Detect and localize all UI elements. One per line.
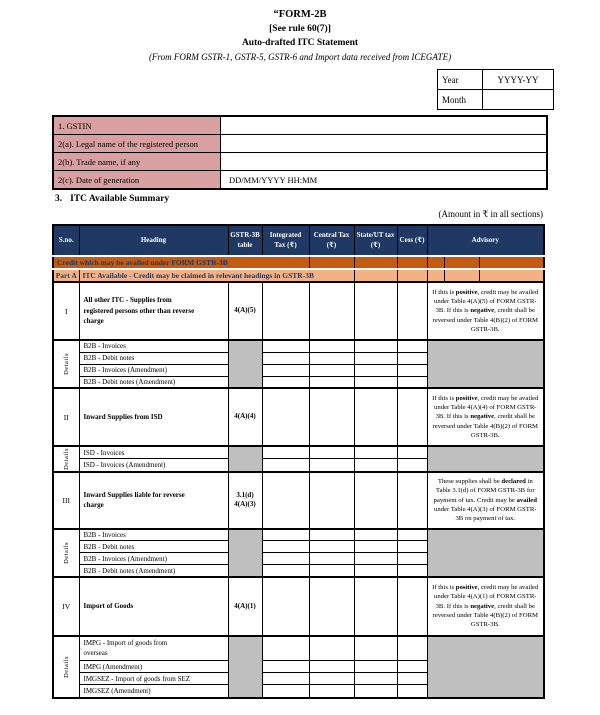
detail-tax-cell — [354, 340, 397, 352]
registration-table — [52, 115, 548, 190]
advisory-segment: , credit shall be reversed under Table 4(B)(2) of FORM GSTR-3B. — [432, 602, 538, 629]
month-value — [483, 90, 554, 110]
detail-tax-cell — [354, 673, 397, 685]
detail-tax-cell — [262, 352, 309, 364]
detail-tax-cell — [397, 553, 427, 565]
section-row-2 — [53, 388, 544, 446]
advisory-segment: , credit shall be reversed under Table 4(B)(2) of FORM GSTR-3B. — [432, 307, 538, 334]
advisory-segment: negative — [470, 307, 495, 315]
detail-tax-cell — [397, 661, 427, 673]
tax-cell-central — [309, 282, 354, 340]
detail-tax-cell — [354, 565, 397, 577]
detail-row — [53, 340, 544, 352]
advisory-segment: negative — [470, 602, 495, 610]
detail-tax-cell — [262, 553, 309, 565]
detail-tax-cell — [262, 565, 309, 577]
advisory-cell — [427, 472, 544, 529]
detail-tax-cell — [309, 565, 354, 577]
details-vertical-label: Details — [53, 529, 79, 577]
advisory-segment: availed — [516, 496, 537, 504]
detail-tax-cell — [262, 340, 309, 352]
detail-tax-cell — [397, 529, 427, 541]
detail-tax-cell — [309, 673, 354, 685]
detail-tax-cell — [354, 446, 397, 459]
gstr3b-ref: 4(A)(4) — [228, 388, 262, 446]
trade-name-value — [221, 153, 548, 171]
tax-cell-integrated — [262, 282, 309, 340]
tax-cell-cess — [397, 388, 427, 446]
statement-name: Auto-drafted ITC Statement — [241, 38, 359, 48]
trade-name-label: 2(b). Trade name, if any — [53, 153, 221, 171]
advisory-segment: in Table 3.1(d) of FORM GSTR-3B for payment of tax. — [433, 477, 535, 504]
detail-tax-cell — [397, 364, 427, 376]
detail-tax-cell — [262, 661, 309, 673]
period-table — [437, 69, 554, 110]
detail-tax-cell — [397, 459, 427, 472]
section-heading: Inward Supplies liable for reverse charge — [79, 472, 228, 529]
gray-advisory-cell — [427, 529, 544, 577]
part-a-label: Part A — [53, 269, 79, 282]
advisory-segment: If this is — [446, 307, 471, 315]
detail-label: B2B - Invoices (Amendment) — [79, 364, 228, 376]
detail-tax-cell — [309, 376, 354, 388]
advisory-segment: These supplies shall be — [437, 477, 502, 485]
detail-tax-cell — [397, 673, 427, 685]
detail-tax-cell — [397, 565, 427, 577]
table-row — [53, 135, 547, 153]
detail-label: B2B - Debit notes (Amendment) — [79, 376, 228, 388]
detail-tax-cell — [309, 352, 354, 364]
table-row — [53, 116, 547, 135]
tax-cell-integrated — [262, 577, 309, 636]
part-a-text: ITC Available - Credit may be claimed in relevant headings in GSTR-3B — [79, 269, 354, 282]
gstin-value — [221, 116, 548, 135]
table-row — [53, 171, 547, 190]
advisory-cell — [427, 388, 544, 446]
detail-tax-cell — [309, 685, 354, 698]
detail-tax-cell — [309, 459, 354, 472]
tax-cell-stateut — [354, 472, 397, 529]
detail-tax-cell — [354, 661, 397, 673]
detail-tax-cell — [309, 340, 354, 352]
generation-date-label: 2(c). Date of generation — [53, 171, 221, 190]
advisory-segment: negative — [470, 413, 495, 421]
section-row-3 — [53, 472, 544, 529]
document-header — [0, 9, 600, 62]
detail-tax-cell — [397, 636, 427, 661]
gstin-label: 1. GSTIN — [53, 116, 221, 135]
tax-cell-stateut — [354, 282, 397, 340]
detail-tax-cell — [262, 541, 309, 553]
detail-label: ISD - Invoices — [79, 446, 228, 459]
section-row-1 — [53, 282, 544, 340]
tax-cell-cess — [397, 472, 427, 529]
detail-tax-cell — [309, 636, 354, 661]
table-row — [53, 153, 547, 171]
detail-row — [53, 529, 544, 541]
section-row-4 — [53, 577, 544, 636]
detail-tax-cell — [262, 529, 309, 541]
advisory-segment: , credit may be availed under Table 4(A)(5) of FORM GSTR-3B. — [434, 288, 539, 315]
advisory-cell — [427, 282, 544, 340]
form-title: “FORM-2B — [273, 9, 327, 20]
col-heading: Heading — [79, 225, 228, 256]
rule-reference: [See rule 60(7)] — [269, 24, 331, 34]
generation-date-value: DD/MM/YYYY HH:MM — [221, 171, 548, 190]
details-vertical-label: Details — [53, 636, 79, 698]
detail-tax-cell — [354, 553, 397, 565]
detail-tax-cell — [262, 673, 309, 685]
detail-tax-cell — [397, 541, 427, 553]
section-sno: III — [53, 472, 79, 529]
advisory-segment: , credit may be availed under Table 4(A)(1) of FORM GSTR-3B. — [434, 583, 539, 610]
gray-ref-cell — [228, 446, 262, 472]
advisory-segment: If this is — [446, 602, 471, 610]
detail-tax-cell — [354, 529, 397, 541]
credit-band-text: Credit which may be availed under FORM GSTR-3B — [53, 256, 309, 269]
col-sno: S.no. — [53, 225, 79, 256]
itc-summary-table — [52, 224, 545, 699]
gstr3b-ref: 4(A)(5) — [228, 282, 262, 340]
year-label: Year — [438, 70, 483, 90]
section-number: 3. — [55, 194, 63, 204]
gray-ref-cell — [228, 340, 262, 388]
detail-tax-cell — [309, 364, 354, 376]
details-vertical-label: Details — [53, 340, 79, 388]
source-note: (From FORM GSTR-1, GSTR-5, GSTR-6 and Import data received from ICEGATE) — [148, 52, 452, 62]
detail-label: IMPG (Amendment) — [79, 661, 228, 673]
gray-advisory-cell — [427, 340, 544, 388]
amount-note: (Amount in ₹ in all sections) — [438, 209, 543, 219]
detail-tax-cell — [262, 636, 309, 661]
detail-label: B2B - Invoices (Amendment) — [79, 553, 228, 565]
advisory-segment: If this is — [432, 394, 456, 402]
credit-band-row — [53, 256, 544, 269]
advisory-segment: , credit shall be reversed under Table 4(B)(2) of FORM GSTR-3B. — [432, 413, 538, 440]
tax-cell-central — [309, 388, 354, 446]
advisory-segment: If this is — [446, 413, 471, 421]
advisory-segment: positive — [455, 583, 478, 591]
col-central: Central Tax (₹) — [309, 225, 354, 256]
advisory-segment: Credit may be — [477, 496, 517, 504]
detail-tax-cell — [354, 459, 397, 472]
col-stateut: State/UT tax (₹) — [354, 225, 397, 256]
tax-cell-central — [309, 472, 354, 529]
year-value: YYYY-YY — [483, 70, 554, 90]
col-cess: Cess (₹) — [397, 225, 427, 256]
gray-advisory-cell — [427, 636, 544, 698]
detail-tax-cell — [397, 685, 427, 698]
section-heading: Import of Goods — [79, 577, 228, 636]
col-gstr3b: GSTR-3B table — [228, 225, 262, 256]
detail-tax-cell — [354, 685, 397, 698]
advisory-segment: declared — [501, 477, 526, 485]
detail-tax-cell — [354, 352, 397, 364]
advisory-cell — [427, 577, 544, 636]
advisory-segment: positive — [455, 394, 478, 402]
tax-cell-stateut — [354, 388, 397, 446]
gray-ref-cell — [228, 529, 262, 577]
detail-label: IMGSEZ - Import of goods from SEZ — [79, 673, 228, 685]
detail-label: B2B - Debit notes — [79, 352, 228, 364]
detail-tax-cell — [262, 685, 309, 698]
section-heading: Inward Supplies from ISD — [79, 388, 228, 446]
year-row — [438, 70, 554, 90]
legal-name-value — [221, 135, 548, 153]
month-label: Month — [438, 90, 483, 110]
detail-label: IMPG - Import of goods from overseas — [79, 636, 228, 661]
detail-tax-cell — [309, 446, 354, 459]
detail-tax-cell — [309, 553, 354, 565]
section-sno: II — [53, 388, 79, 446]
detail-tax-cell — [262, 446, 309, 459]
detail-tax-cell — [262, 459, 309, 472]
detail-tax-cell — [309, 541, 354, 553]
legal-name-label: 2(a). Legal name of the registered person — [53, 135, 221, 153]
detail-label: IMGSEZ (Amendment) — [79, 685, 228, 698]
detail-tax-cell — [309, 529, 354, 541]
detail-tax-cell — [262, 376, 309, 388]
summary-section-title — [55, 194, 169, 204]
tax-cell-cess — [397, 282, 427, 340]
gstr3b-ref: 4(A)(1) — [228, 577, 262, 636]
tax-cell-integrated — [262, 472, 309, 529]
part-a-row — [53, 269, 544, 282]
detail-row — [53, 636, 544, 661]
col-advisory: Advisory — [427, 225, 544, 256]
detail-row — [53, 446, 544, 459]
advisory-segment: If this is — [432, 288, 456, 296]
detail-label: B2B - Debit notes — [79, 541, 228, 553]
tax-cell-stateut — [354, 577, 397, 636]
detail-tax-cell — [354, 364, 397, 376]
detail-label: B2B - Invoices — [79, 529, 228, 541]
detail-tax-cell — [397, 376, 427, 388]
gray-ref-cell — [228, 636, 262, 698]
advisory-segment: , credit may be availed under Table 4(A)(4) of FORM GSTR-3B. — [434, 394, 539, 421]
gstr3b-ref: 3.1(d) 4(A)(3) — [228, 472, 262, 529]
detail-tax-cell — [354, 376, 397, 388]
detail-tax-cell — [262, 364, 309, 376]
section-sno: I — [53, 282, 79, 340]
advisory-segment: under Table 4(A)(3) of FORM GSTR-3B on payment of tax. — [434, 506, 537, 523]
month-row — [438, 90, 554, 110]
detail-tax-cell — [397, 340, 427, 352]
detail-tax-cell — [397, 352, 427, 364]
detail-tax-cell — [397, 446, 427, 459]
details-vertical-label: Details — [53, 446, 79, 472]
advisory-segment: If this is — [432, 583, 456, 591]
tax-cell-integrated — [262, 388, 309, 446]
detail-label: B2B - Invoices — [79, 340, 228, 352]
section-title-text: ITC Available Summary — [70, 194, 170, 204]
detail-tax-cell — [354, 636, 397, 661]
section-sno: IV — [53, 577, 79, 636]
section-heading: All other ITC - Supplies from registered persons other than reverse charge — [79, 282, 228, 340]
advisory-segment: positive — [455, 288, 478, 296]
col-integrated: Integrated Tax (₹) — [262, 225, 309, 256]
gray-advisory-cell — [427, 446, 544, 472]
tax-cell-central — [309, 577, 354, 636]
detail-label: B2B - Debit notes (Amendment) — [79, 565, 228, 577]
column-header-row — [53, 225, 544, 256]
tax-cell-cess — [397, 577, 427, 636]
detail-tax-cell — [309, 661, 354, 673]
detail-label: ISD - Invoices (Amendment) — [79, 459, 228, 472]
detail-tax-cell — [354, 541, 397, 553]
